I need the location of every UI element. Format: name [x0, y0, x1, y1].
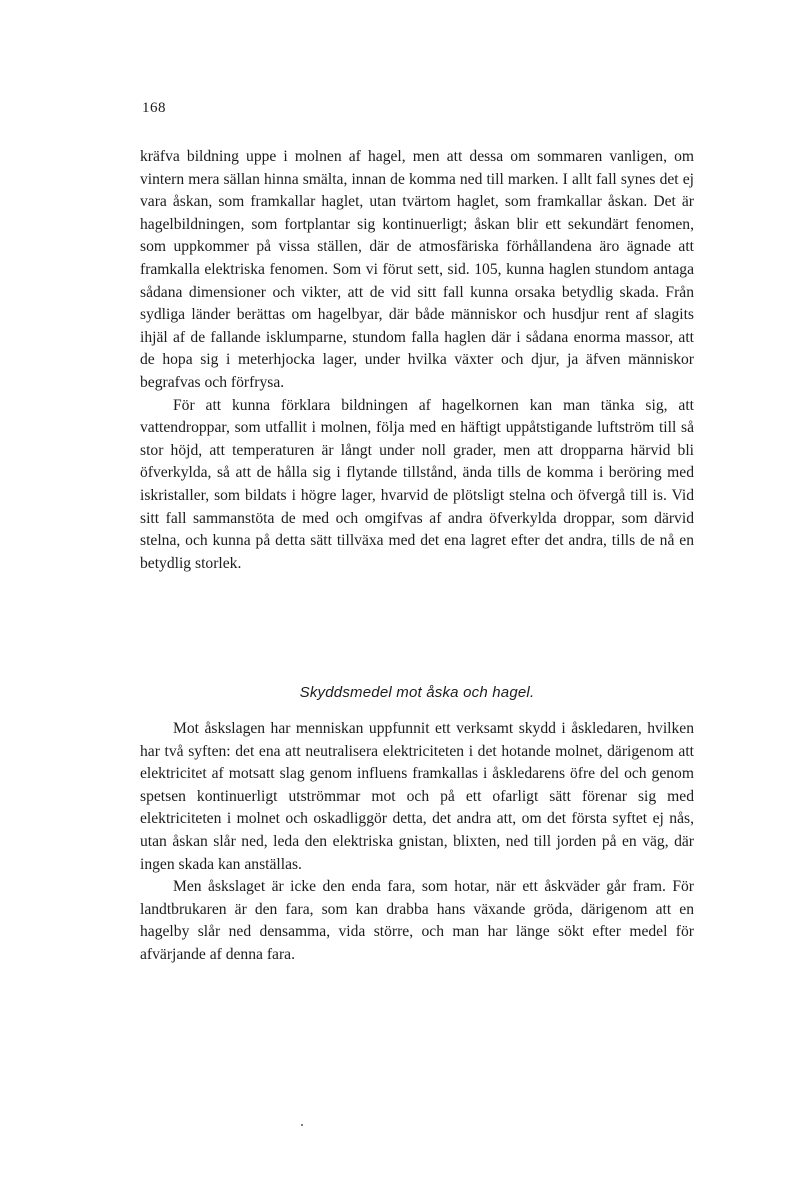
page-number: 168: [142, 100, 166, 116]
text-block-hail-formation: [140, 146, 694, 575]
section-heading: Skyddsmedel mot åska och hagel.: [299, 684, 535, 701]
stray-ink-dot: [301, 1124, 303, 1126]
text-block-protection: [140, 718, 694, 967]
paragraph-hail-and-thunder: kräfva bildning uppe i molnen af hagel, men att dessa om sommaren vanligen, om vintern mera sällan hinna smälta, innan de komma ned till marken. I allt fall synes det ej vara åskan, som framkallar haglet, utan tvärtom haglet, som framkallar åskan. Det är hagelbildningen, som fortplantar sig kontinuerligt; åskan blir ett sekundärt fenomen, som uppkommer på vissa ställen, där de atmosfäriska förhållandena äro ägnade att framkalla elektriska fenomen. Som vi förut sett, sid. 105, kunna haglen stundom antaga sådana dimensioner och vikter, att de vid sitt fall kunna orsaka betydlig skada. Från sydliga länder berättas om hagelbyar, där både människor och husdjur rent af slagits ihjäl af de fallande isklumparne, stundom falla haglen där i sådana enorma massor, att de hopa sig i meterhjocka lager, under hvilka växter och djur, ja äfven människor begrafvas och förfrysa.: [140, 148, 694, 391]
paragraph-hailstone-explanation: För att kunna förklara bildningen af hagelkornen kan man tänka sig, att vattendroppar, som utfallit i molnen, följa med en häftigt uppåtstigande luftström till så stor höjd, att temperaturen är långt under noll grader, men att dropparna härvid bli öfverkylda, så att de hålla sig i flytande tillstånd, ända tills de komma i beröring med iskristaller, som bildats i högre lager, hvarvid de plötsligt stelna och öfvergå till is. Vid sitt fall sammanstöta de med och omgifvas af andra öfverkylda droppar, som därvid stelna, och kunna på detta sätt tillväxa med det ena lagret efter det andra, tills de nå en betydlig storlek.: [140, 396, 694, 572]
paragraph-lightning-rod: Mot åskslagen har menniskan uppfunnit ett verksamt skydd i åskledaren, hvilken har två syften: det ena att neutralisera elektriciteten i det hotande molnet, därigenom att elektricitet af motsatt slag genom influens framkallas i åskledarens öfre del och genom spetsen kontinuerligt utströmmar mot och på ett ofarligt sätt förenar sig med elektriciteten i molnet och oskadliggör detta, det andra att, om det första syftet ej nås, utan åskan slår ned, leda den elektriska gnistan, blixten, ned till jorden på en väg, där ingen skada kan anställas.: [140, 720, 694, 873]
paragraph-hail-danger: Men åskslaget är icke den enda fara, som hotar, när ett åskväder går fram. För landtbrukaren är den fara, som kan drabba hans växande gröda, därigenom att en hagelby slår ned densamma, vida större, och man har länge sökt efter medel för afvärjande af denna fara.: [140, 878, 694, 963]
